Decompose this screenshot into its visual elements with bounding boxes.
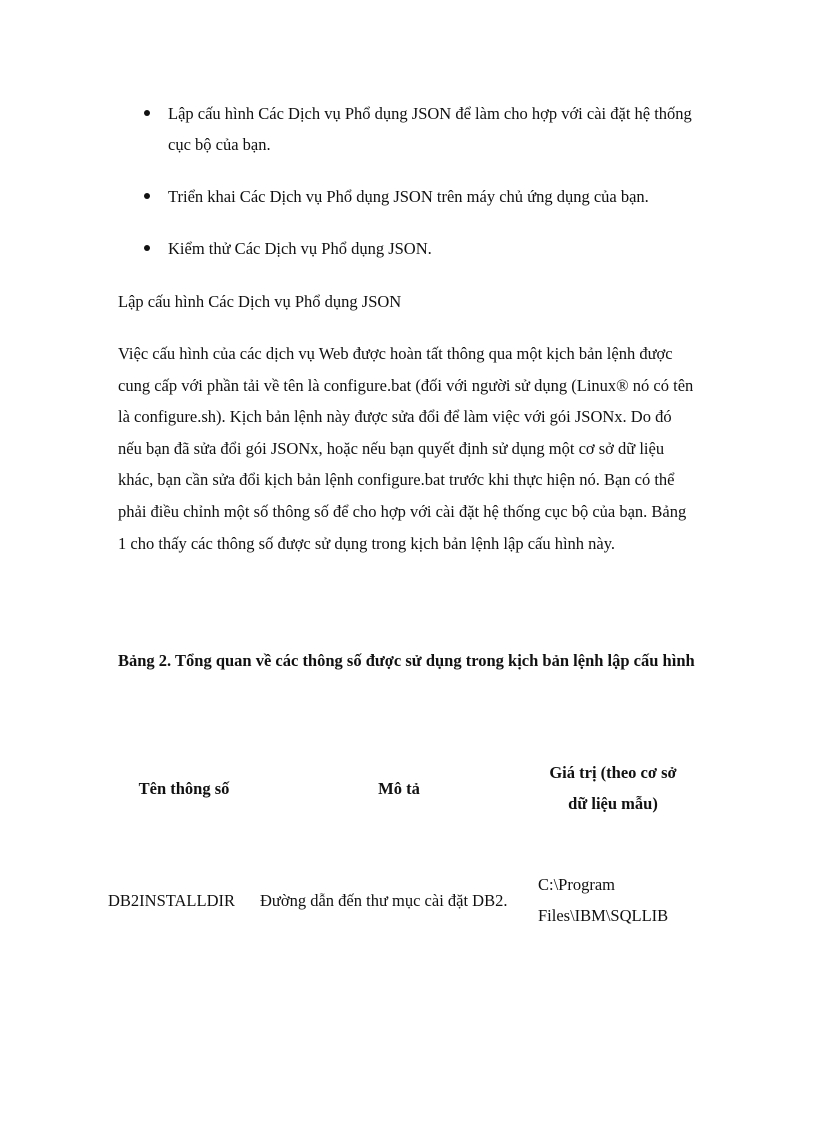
- column-header-value: Giá trị (theo cơ sở dữ liệu mẫu): [549, 763, 677, 813]
- bullet-item: [118, 98, 698, 160]
- table-title: Bảng 2. Tổng quan về các thông số được sử dụng trong kịch bản lệnh lập cấu hình: [118, 651, 695, 670]
- section-heading: Lập cấu hình Các Dịch vụ Phổ dụng JSON: [118, 292, 402, 311]
- column-header-name: Tên thông số: [138, 778, 230, 798]
- cell-parameter-name: DB2INSTALLDIR: [108, 890, 236, 910]
- table-header-row: [108, 755, 688, 821]
- cell-parameter-value: C:\Program Files\IBM\SQLLIB: [538, 875, 669, 925]
- bullet-text: Triển khai Các Dịch vụ Phổ dụng JSON trên máy chủ ứng dụng của bạn.: [168, 187, 649, 206]
- table-row: [108, 869, 688, 931]
- cell-parameter-description: Đường dẫn đến thư mục cài đặt DB2.: [260, 890, 508, 910]
- parameter-table: [108, 755, 688, 931]
- bullet-dot-icon: [144, 245, 150, 251]
- table-spacer-row: [108, 821, 688, 869]
- bullet-list: [118, 98, 698, 285]
- bullet-item: [118, 181, 698, 212]
- bullet-text: Kiểm thử Các Dịch vụ Phổ dụng JSON.: [168, 239, 432, 258]
- bullet-text: Lập cấu hình Các Dịch vụ Phổ dụng JSON để làm cho hợp với cài đặt hệ thống cục bộ của bạn.: [168, 104, 692, 154]
- bullet-dot-icon: [144, 193, 150, 199]
- bullet-dot-icon: [144, 110, 150, 116]
- body-paragraph: Việc cấu hình của các dịch vụ Web được hoàn tất thông qua một kịch bản lệnh được cung cấp với phần tải về tên là configure.bat (đối với người sử dụng (Linux® nó có tên là configure.sh). Kịch bản lệnh này được sửa đổi để làm việc với gói JSONx. Do đó nếu bạn đã sửa đổi gói JSONx, hoặc nếu bạn quyết định sử dụng một cơ sở dữ liệu khác, bạn cần sửa đổi kịch bản lệnh configure.bat trước khi thực hiện nó. Bạn có thể phải điều chỉnh một số thông số để cho hợp với cài đặt hệ thống cục bộ của bạn. Bảng 1 cho thấy các thông số được sử dụng trong kịch bản lệnh lập cấu hình này.: [118, 344, 694, 553]
- column-header-description: Mô tả: [378, 778, 420, 798]
- bullet-item: [118, 233, 698, 264]
